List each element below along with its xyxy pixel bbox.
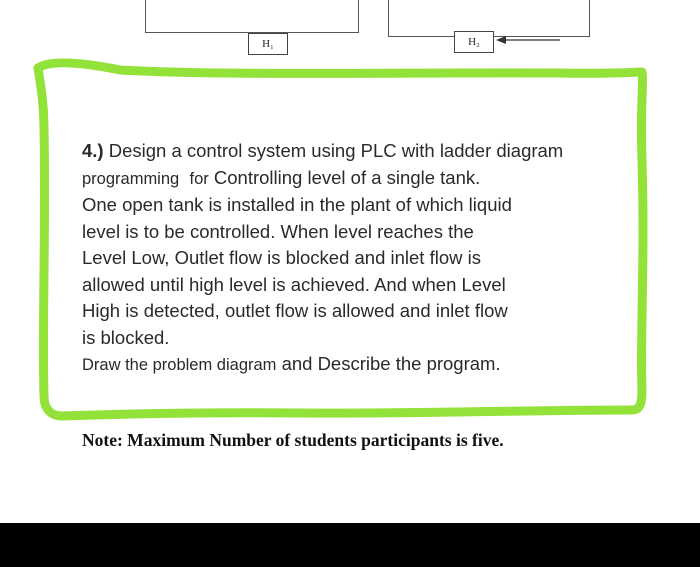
level-sensor-h2-label: H₂	[454, 31, 494, 53]
level-sensor-h1-label: H₁	[248, 33, 288, 55]
question-line: 4.) Design a control system using PLC with ladder diagram	[82, 140, 564, 161]
question-line: Draw the problem diagram and Describe the program.	[82, 353, 501, 374]
question-line: programming for Controlling level of a single tank.	[82, 166, 481, 188]
bottom-black-bar	[0, 523, 700, 567]
question-number: 4.)	[82, 140, 104, 161]
question-line: Level Low, Outlet flow is blocked and inlet flow is	[82, 247, 481, 268]
question-line: High is detected, outlet flow is allowed and inlet flow	[82, 300, 508, 321]
question-line: level is to be controlled. When level reaches the	[82, 220, 474, 242]
question-text	[82, 138, 630, 379]
question-line: One open tank is installed in the plant of which liquid	[82, 194, 512, 215]
question-line: is blocked.	[82, 326, 170, 348]
note-text: Note: Maximum Number of students participants is five.	[82, 430, 504, 450]
question-line: allowed until high level is achieved. And when Level	[82, 273, 506, 295]
